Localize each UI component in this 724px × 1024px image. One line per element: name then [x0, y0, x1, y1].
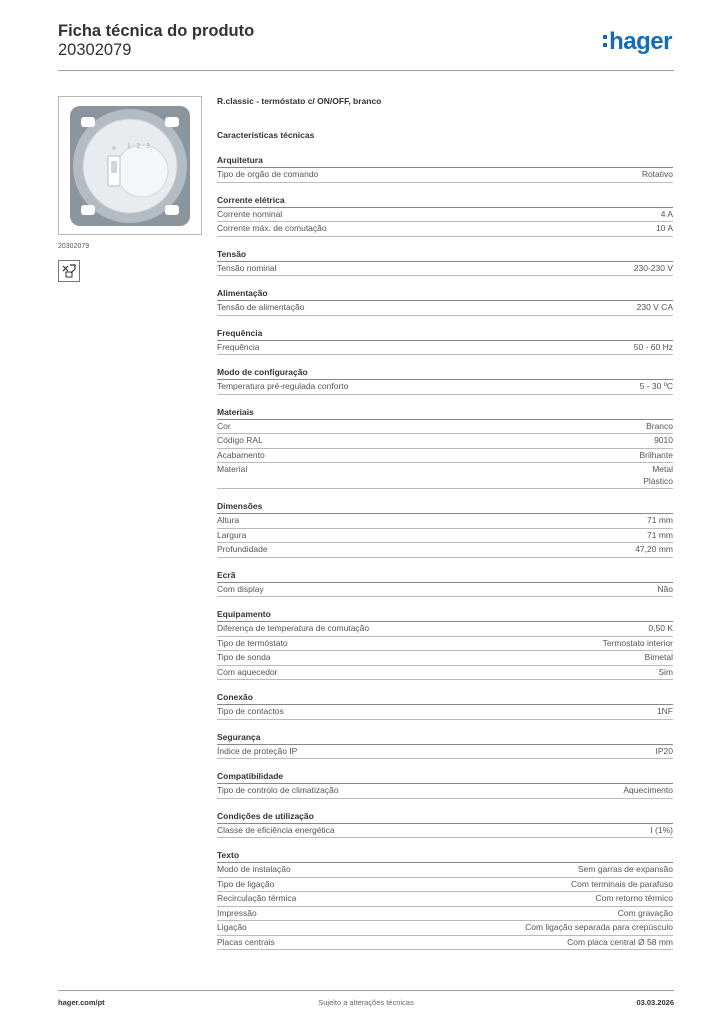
- brand-logo: hager: [603, 28, 672, 56]
- spec-row: [217, 514, 673, 529]
- spec-value-text: Com retorno térmico: [595, 893, 673, 903]
- spec-label: Tipo de ligação: [217, 878, 275, 889]
- spec-group-title: Modo de configuração: [217, 367, 673, 380]
- spec-value-text: 230 V CA: [636, 302, 673, 312]
- spec-value: [656, 746, 674, 758]
- page-header: [58, 22, 674, 68]
- footer-notice: Sujeito a alterações técnicas: [318, 998, 414, 1007]
- spec-label: Profundidade: [217, 544, 268, 554]
- spec-group-title: Arquitetura: [217, 155, 673, 168]
- spec-row: [217, 543, 673, 558]
- spec-value-text: I (1%): [650, 824, 673, 835]
- header-divider: [58, 70, 674, 71]
- spec-label: Frequência: [217, 341, 260, 352]
- spec-row: [217, 907, 673, 922]
- product-code: 20302079: [58, 41, 132, 59]
- spec-label: Modo de instalação: [217, 864, 291, 874]
- spec-label: Índice de proteção IP: [217, 745, 298, 756]
- spec-value-text: Plástico: [643, 475, 673, 486]
- spec-group: [217, 288, 673, 316]
- spec-value: [661, 209, 673, 221]
- spec-value: [571, 879, 673, 891]
- spec-label: Altura: [217, 515, 240, 525]
- spec-group: [217, 732, 673, 760]
- spec-group: [217, 501, 673, 558]
- spec-label: Material: [217, 464, 248, 474]
- spec-group-title: Alimentação: [217, 288, 673, 301]
- specifications: [217, 96, 673, 950]
- spec-group-title: Tensão: [217, 249, 673, 262]
- spec-value: [645, 652, 673, 664]
- spec-group: [217, 367, 673, 395]
- spec-row: [217, 463, 673, 489]
- spec-group: [217, 771, 673, 799]
- spec-value-text: 4 A: [660, 208, 673, 219]
- spec-group: [217, 249, 673, 277]
- spec-row: [217, 936, 673, 951]
- footer-website[interactable]: hager.com/pt: [58, 998, 105, 1007]
- spec-group-title: Dimensões: [217, 501, 673, 514]
- spec-label: Tipo de orgão de comando: [217, 169, 319, 179]
- spec-value-text: Com gravação: [617, 907, 673, 918]
- spec-row: [217, 824, 673, 839]
- spec-row: [217, 921, 673, 936]
- spec-row: [217, 651, 673, 666]
- spec-group-title: Corrente elétrica: [217, 195, 673, 208]
- spec-row: [217, 863, 673, 878]
- spec-value-text: Com ligação separada para crepúsculo: [525, 922, 673, 932]
- spec-value: [654, 435, 673, 447]
- spec-value: [656, 223, 673, 235]
- spec-row: [217, 705, 673, 720]
- spec-row: [217, 262, 673, 277]
- section-heading: Características técnicas: [217, 130, 315, 140]
- spec-label: Tipo de controlo de climatização: [217, 785, 339, 795]
- spec-value-text: Não: [657, 583, 673, 594]
- spec-value: [637, 302, 673, 314]
- spec-label: Tensão nominal: [217, 262, 277, 273]
- spec-row: [217, 583, 673, 598]
- spec-value-text: 9010: [654, 435, 673, 445]
- spec-value-text: Bimetal: [644, 652, 673, 662]
- spec-value: [648, 623, 673, 635]
- footer-date: 03.03.2026: [636, 998, 674, 1007]
- spec-value: [657, 584, 673, 596]
- spec-label: Tensão de alimentação: [217, 302, 305, 312]
- spec-group: [217, 155, 673, 183]
- spec-row: [217, 878, 673, 893]
- spec-value: [525, 922, 673, 934]
- spec-group: [217, 570, 673, 598]
- spec-group: [217, 811, 673, 839]
- spec-value: [639, 450, 673, 462]
- spec-value-text: Rotativo: [641, 169, 673, 179]
- spec-value: [642, 169, 673, 181]
- spec-row: [217, 449, 673, 464]
- spec-group: [217, 328, 673, 356]
- spec-row: [217, 666, 673, 681]
- spec-group-title: Frequência: [217, 328, 673, 341]
- spec-group-title: Conexão: [217, 692, 673, 705]
- spec-group-title: Materiais: [217, 407, 673, 420]
- spec-label: Cor: [217, 420, 231, 431]
- spec-value: [567, 937, 673, 949]
- spec-group-title: Segurança: [217, 732, 673, 745]
- spec-label: Impressão: [217, 907, 257, 918]
- spec-value-text: 0,50 K: [648, 623, 673, 633]
- spec-label: Tipo de termóstato: [217, 637, 288, 648]
- spec-value: [646, 421, 673, 433]
- spec-row: [217, 637, 673, 652]
- spec-value: [635, 544, 673, 556]
- spec-label: Diferença de temperatura de comutação: [217, 623, 370, 633]
- spec-value-text: Brilhante: [639, 449, 673, 460]
- spec-label: Tipo de sonda: [217, 652, 271, 662]
- spec-value-text: IP20: [655, 745, 673, 756]
- spec-row: [217, 745, 673, 760]
- spec-groups: [217, 155, 673, 950]
- image-caption: 20302079: [58, 243, 90, 250]
- spec-value-text: 1NF: [656, 706, 673, 716]
- spec-row: [217, 208, 673, 223]
- spec-value-text: Metal: [652, 464, 673, 474]
- spec-value: [647, 530, 673, 542]
- spec-value-text: Com placa central Ø 58 mm: [567, 936, 673, 947]
- spec-group: [217, 407, 673, 490]
- spec-group: [217, 609, 673, 680]
- spec-label: Corrente máx. de comutação: [217, 223, 327, 233]
- spec-value-text: 5 - 30 ºC: [639, 381, 673, 391]
- spec-value-text: 50 - 60 Hz: [633, 341, 673, 352]
- product-name: R.classic - termóstato c/ ON/OFF, branco: [217, 96, 382, 106]
- spec-label: Largura: [217, 529, 247, 540]
- spec-row: [217, 380, 673, 395]
- spec-value: [643, 464, 673, 487]
- product-image: [58, 96, 202, 235]
- spec-label: Tipo de contactos: [217, 706, 284, 716]
- spec-group-title: Texto: [217, 850, 673, 863]
- spec-row: [217, 529, 673, 544]
- svg-text:1 · 2 · 3: 1 · 2 · 3: [127, 142, 150, 150]
- spec-value-text: 230-230 V: [633, 262, 673, 273]
- spec-label: Recirculação térmica: [217, 893, 297, 903]
- spec-value: [650, 825, 673, 837]
- spec-value-text: 71 mm: [647, 515, 673, 525]
- spec-value-text: Termostato interior: [602, 637, 673, 648]
- spec-value-text: Sim: [658, 666, 673, 677]
- product-image-column: [58, 96, 202, 282]
- spec-value: [578, 864, 673, 876]
- spec-value-text: Sem garras de expansão: [578, 864, 673, 874]
- spec-value-text: Branco: [646, 420, 673, 431]
- spec-group-title: Compatibilidade: [217, 771, 673, 784]
- footer-divider: [58, 990, 674, 991]
- spec-value-text: Aquecimento: [623, 785, 673, 795]
- spec-row: [217, 341, 673, 356]
- spec-row: [217, 784, 673, 799]
- spec-value: [634, 263, 673, 275]
- spec-row: [217, 420, 673, 435]
- spec-row: [217, 222, 673, 237]
- spec-value: [647, 515, 673, 527]
- spec-row: [217, 168, 673, 183]
- spec-value-text: 71 mm: [647, 529, 673, 540]
- spec-value: [603, 638, 673, 650]
- spec-label: Com aquecedor: [217, 666, 278, 677]
- spec-value: [658, 667, 673, 679]
- spec-label: Acabamento: [217, 449, 265, 460]
- spec-value: [634, 342, 673, 354]
- spec-group: [217, 692, 673, 720]
- spec-value: [623, 785, 673, 797]
- spec-group-title: Condições de utilização: [217, 811, 673, 824]
- spec-label: Ligação: [217, 922, 247, 932]
- spec-group: [217, 195, 673, 237]
- spec-value: [657, 706, 673, 718]
- spec-value-text: 10 A: [655, 223, 673, 233]
- spec-value: [640, 381, 673, 393]
- spec-value: [596, 893, 673, 905]
- spec-label: Com display: [217, 583, 264, 594]
- spec-group: [217, 850, 673, 950]
- spec-row: [217, 301, 673, 316]
- spec-label: Placas centrais: [217, 936, 275, 947]
- spec-value-text: 47,20 mm: [635, 544, 673, 554]
- spec-row: [217, 434, 673, 449]
- spec-row: [217, 622, 673, 637]
- spec-group-title: Ecrã: [217, 570, 673, 583]
- spec-label: Corrente nominal: [217, 208, 283, 219]
- spec-label: Classe de eficiência energética: [217, 824, 335, 835]
- spec-value: [618, 908, 673, 920]
- spec-label: Código RAL: [217, 435, 263, 445]
- spec-label: Temperatura pré-regulada conforto: [217, 381, 349, 391]
- document-title: Ficha técnica do produto: [58, 22, 255, 40]
- installation-icon: [58, 260, 80, 282]
- spec-value-text: Com terminais de parafuso: [570, 878, 673, 889]
- spec-group-title: Equipamento: [217, 609, 673, 622]
- spec-row: [217, 892, 673, 907]
